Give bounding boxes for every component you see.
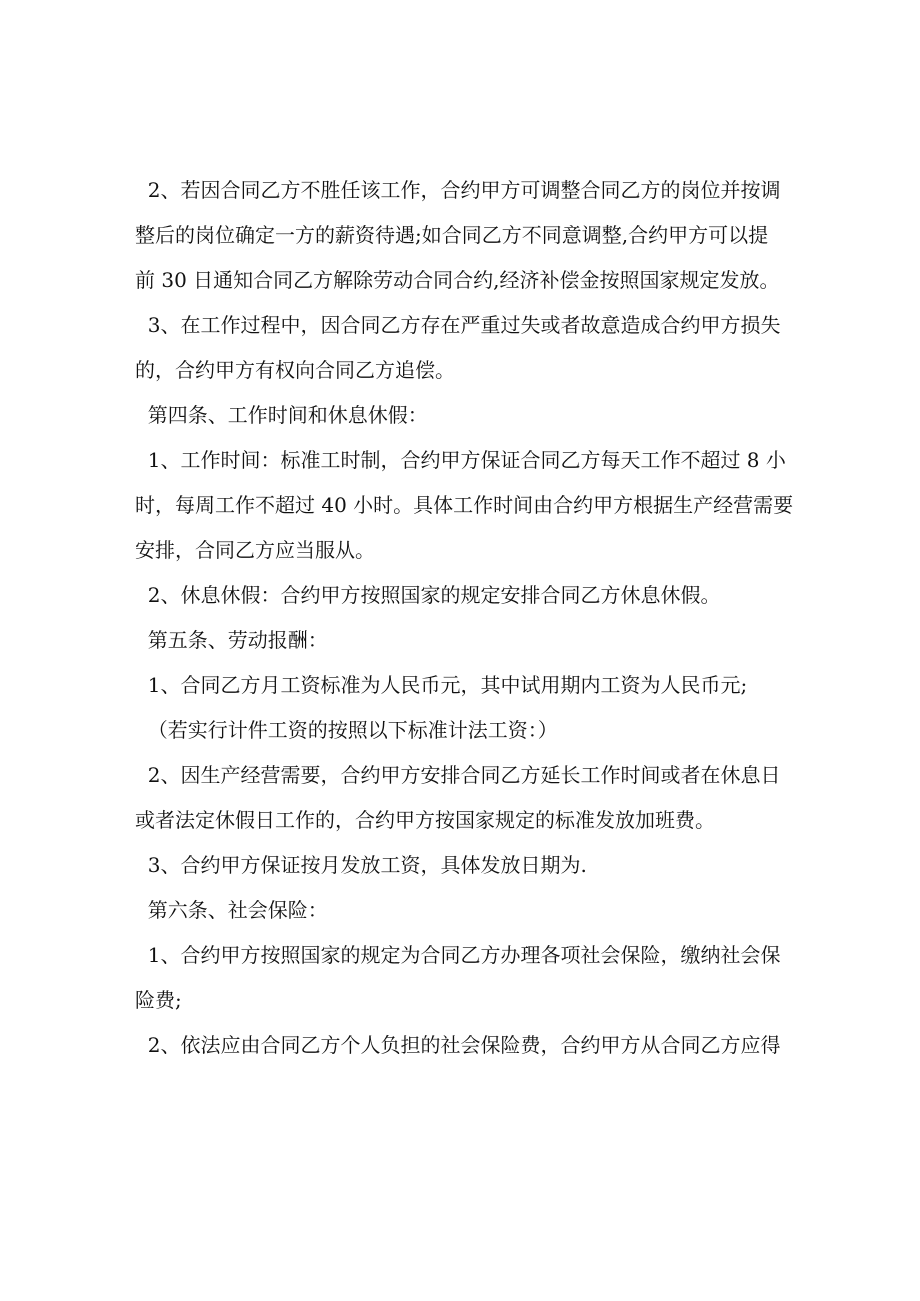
paragraph-line: （若实行计件工资的按照以下标准计法工资：） — [135, 718, 558, 742]
paragraph-line: 1、合约甲方按照国家的规定为合同乙方办理各项社会保险，缴纳社会保 — [135, 943, 781, 967]
paragraph-line: 2、休息休假：合约甲方按照国家的规定安排合同乙方休息休假。 — [135, 583, 721, 607]
paragraph-line: 2、若因合同乙方不胜任该工作，合约甲方可调整合同乙方的岗位并按调 — [135, 178, 781, 202]
paragraph-line: 时，每周工作不超过 40 小时。具体工作时间由合约甲方根据生产经营需要 — [135, 493, 794, 517]
section-heading: 第四条、工作时间和休息休假： — [135, 403, 428, 427]
paragraph-line: 1、工作时间：标准工时制，合约甲方保证合同乙方每天工作不超过 8 小 — [135, 448, 786, 472]
paragraph-line: 2、依法应由合同乙方个人负担的社会保险费，合约甲方从合同乙方应得 — [135, 1033, 781, 1057]
paragraph-line: 的，合约甲方有权向合同乙方追偿。 — [135, 358, 455, 382]
paragraph-line: 整后的岗位确定一方的薪资待遇;如合同乙方不同意调整,合约甲方可以提 — [135, 223, 769, 247]
document-body — [135, 168, 794, 1068]
paragraph-line: 险费; — [135, 988, 182, 1012]
section-heading: 第五条、劳动报酬： — [135, 628, 328, 652]
paragraph-line: 前 30 日通知合同乙方解除劳动合同合约,经济补偿金按照国家规定发放。 — [135, 268, 780, 292]
paragraph-line: 安排，合同乙方应当服从。 — [135, 538, 375, 562]
paragraph-line: 3、合约甲方保证按月发放工资，具体发放日期为. — [135, 853, 587, 877]
paragraph-line: 1、合同乙方月工资标准为人民币元，其中试用期内工资为人民币元; — [135, 673, 748, 697]
section-heading: 第六条、社会保险： — [135, 898, 328, 922]
paragraph-line: 2、因生产经营需要，合约甲方安排合同乙方延长工作时间或者在休息日 — [135, 763, 781, 787]
paragraph-line: 或者法定休假日工作的，合约甲方按国家规定的标准发放加班费。 — [135, 808, 715, 832]
paragraph-line: 3、在工作过程中，因合同乙方存在严重过失或者故意造成合约甲方损失 — [135, 313, 781, 337]
